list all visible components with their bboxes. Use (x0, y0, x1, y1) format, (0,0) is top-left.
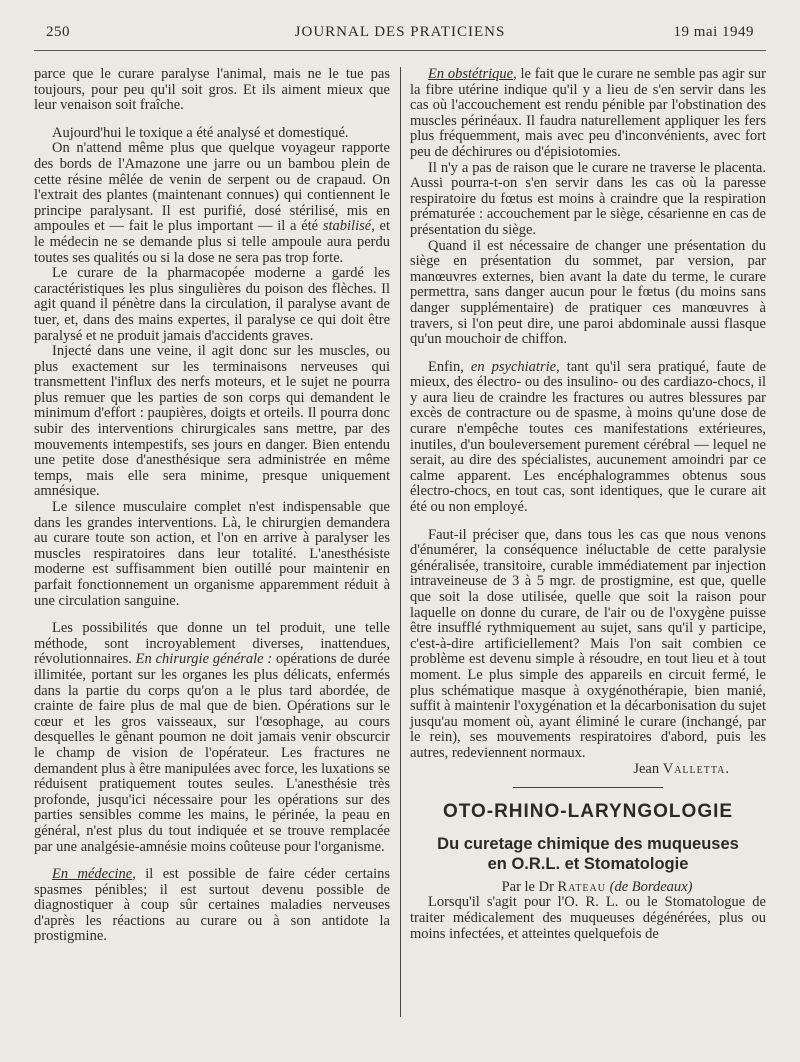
page-header (46, 24, 754, 46)
article-title: Du curetage chimique des muqueuses en O.R.L. et Stomatologie (437, 834, 739, 873)
author-signature: Jean Valletta. (633, 760, 730, 777)
paragraph: parce que le curare paralyse l'animal, mais ne le tue pas toujours, pour peu qu'il soit gros. Et ils aiment mieux que leur venaison soit fraîche. (34, 66, 390, 114)
paragraph: Les possibilités que donne un tel produit, une telle méthode, sont incroyablement diverses, inattendues, révolutionnaires. En chirurgie générale : opérations de durée illimitée, portant sur les organes les plus délicats, enfermés dans la partie du corps qu'on a le plus tard abordée, de crainte de faire plus de mal que de bien. Opérations sur le cœur et les gros vaisseaux, sur l'œsophage, au cours desquelles le gênant poumon ne doit jamais venir obscurcir le champ de vision de l'opérateur. Les fractures ne demandent plus à être manipulées avec force, les luxations se réduisent pratiquement toutes seules. L'anesthésie très profonde, jusqu'ici nécessaire pour les opérations sur des parties sensibles comme les mains, le périnée, la peau en général, n'est plus du tout indiquée et se trouve remplacée par une analgésie-amnésie moins coûteuse pour l'organisme. (34, 620, 390, 855)
paragraph: En obstétrique, le fait que le curare ne semble pas agir sur la fibre utérine indique qu'il y a lieu de s'en servir dans les cas où l'accouchement est rendu pénible par l'obstination des muscles périnéaux. Il faudra naturellement appliquer les fers plus fréquemment, mais avec peu d'inconvénients, avec fort peu de déchirures ou d'épisiotomies. (410, 66, 766, 160)
paragraph: Il n'y a pas de raison que le curare ne traverse le placenta. Aussi pourra-t-on s'en servir dans les cas où la paresse respiratoire du fœtus est moins à craindre que la respiration prématurée : accouchement par le siège, césarienne en cas de présentation du siège. (410, 159, 766, 238)
paragraph: En médecine, il est possible de faire céder certains spasmes pénibles; il est surtout devenu possible de diagnostiquer à coup sûr certaines maladies nerveuses d'après les réactions au curare ou à son antidote la prostigmine. (34, 866, 390, 945)
column-divider (400, 67, 401, 1017)
paragraph: On n'attend même plus que quelque voyageur rapporte des bords de l'Amazone une jarre ou un bambou plein de cette résine mêlée de venin de serpent ou de crapaud. On l'extrait des plantes (maintenant connues) qui contiennent le principe paralysant. Il est purifié, dosé stérilisé, mis en ampoules et — fait le plus important — il a été stabilisé, et le médecin ne se demande plus si telle ampoule aura perdu toutes ses qualités ou si la dose ne sera pas trop forte. (34, 140, 391, 266)
page-number: 250 (46, 24, 70, 40)
article-byline: Par le Dr Rateau (de Bordeaux) (501, 878, 693, 895)
section-title: OTO-RHINO-LARYNGOLOGIE (442, 801, 734, 823)
issue-date: 19 mai 1949 (673, 24, 754, 40)
paragraph: Faut-il préciser que, dans tous les cas que nous venons d'énumérer, la conséquence inéluctable de cette paralysie généralisée, transitoire, curable immédiatement par injection intraveineuse de 3 à 5 mgr. de prostigmine, est que, quelle que soit la dose utilisée, quelle que soit la raison pour laquelle on donne du curare, de l'air ou de l'oxygène puisse être insufflé rythmiquement au sujet, sans qu'il y participe, c'est-à-dire artificiellement? Mais l'on sait combien ce problème est devenu simple à résoudre, en tout lieu et à tout moment. Le plus simple des appareils en circuit fermé, le plus schématique masque à oxygénothérapie, bien manié, suffit à maintenir l'oxygénation et la décarbonisation du sujet jusqu'au moment où, ayant éliminé le curare (inchangé, par le rein), ses mouvements respiratoires d'abord, puis les autres, redeviennent normaux. (410, 526, 766, 761)
paragraph: Lorsqu'il s'agit pour l'O. R. L. ou le Stomatologue de traiter médicalement des muqueuses dégénérées, plus ou moins infectées, et atteintes quelquefois de (410, 894, 766, 942)
paragraph: Injecté dans une veine, il agit donc sur les muscles, ou plus exactement sur les terminaisons nerveuses qui transmettent l'influx des nerfs moteurs, et le sujet ne pourra plus remuer que les parties de son corps qui demandent le minimum d'effort : paupières, doigts et orteils. Il pourra donc subir des interventions chirurgicales sans mettre, par des mouvements intempestifs, ses jours en danger. Bien entendu une petite dose d'anesthésique sera administrée en même temps, mais elle sera minime, presque uniquement amnésique. (34, 343, 390, 500)
paragraph: Le curare de la pharmacopée moderne a gardé les caractéristiques les plus singulières du poison des flèches. Il agit quand il pénètre dans la circulation, il paralyse avant de tuer, et, dans des mains expertes, il paralyse ce qui doit être paralysé et ne produit jamais d'accidents graves. (34, 265, 390, 344)
header-rule (34, 50, 766, 51)
paragraph: Le silence musculaire complet n'est indispensable que dans les grandes interventions. Là, le chirurgien demandera au curare toute son action, et l'on en arrive à paralyser les muscles respiratoires dans leur totalité. L'anesthésiste moderne est suffisamment bien outillé pour maintenir en parfait fonctionnement un organisme apparemment réduit à une circulation sanguine. (34, 499, 390, 609)
section-separator (513, 787, 663, 788)
paragraph: Quand il est nécessaire de changer une présentation du siège en présentation du sommet, par version, par manœuvres externes, bien avant la date du terme, le curare permettra, sans danger aucun pour le fœtus (du moins sans danger supplémentaire) de pratiquer ces manœuvres à travers, si l'on peut dire, une paroi abdominale aussi flasque qu'un mouchoir de chiffon. (410, 237, 766, 348)
right-column (410, 67, 766, 942)
paragraph: Enfin, en psychiatrie, tant qu'il sera pratiqué, faute de mieux, des électro- ou des insulino- ou des cardiazo-chocs, il y aura lieu de craindre les fractures ou autres blessures par excès de contracture ou de spasme, à moins qu'une dose de curare n'empêche toutes ces manifestations extérieures, inutiles, d'un bouleversement purement cérébral — lequel ne serait, au dire des spécialistes, aucunement amoindri par ce calme apparent. Les encéphalogrammes obtenus sous électro-chocs, en tout cas, sont identiques, que le curare ait été ou non employé. (410, 358, 766, 516)
paragraph: Aujourd'hui le toxique a été analysé et domestiqué. (52, 124, 349, 141)
journal-title: JOURNAL DES PRATICIENS (294, 24, 506, 40)
left-column (34, 67, 390, 945)
